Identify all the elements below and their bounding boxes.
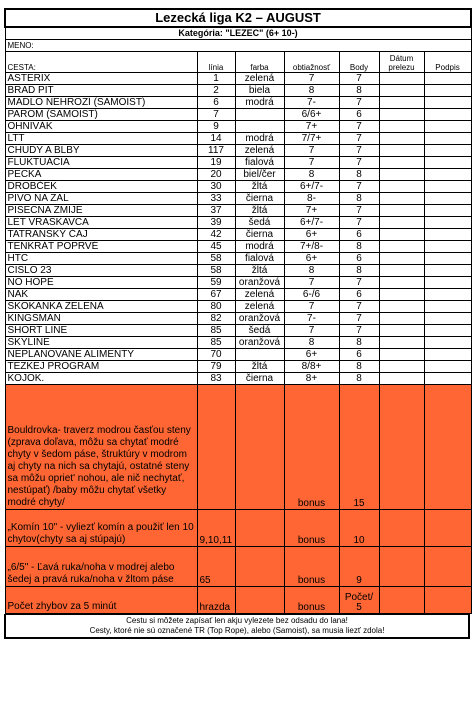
route-grade: 8 (284, 265, 339, 277)
route-name: PECKA (5, 169, 197, 181)
route-name: NO HOPE (5, 277, 197, 289)
route-grade: 7+ (284, 121, 339, 133)
name-row (5, 40, 471, 52)
route-points: 8 (339, 361, 379, 373)
route-line: 70 (197, 349, 235, 361)
route-color (235, 349, 284, 361)
route-grade: 8/8+ (284, 361, 339, 373)
table-row (5, 109, 471, 121)
signature-cell[interactable] (424, 325, 471, 337)
route-grade: 7 (284, 277, 339, 289)
bonus-points: 10 (339, 510, 379, 547)
bonus-color (235, 547, 284, 587)
signature-cell[interactable] (424, 289, 471, 301)
bonus-row (5, 510, 471, 547)
route-color: šedá (235, 217, 284, 229)
signature-cell[interactable] (424, 169, 471, 181)
route-color: modrá (235, 241, 284, 253)
route-color (235, 109, 284, 121)
category-label: Kategória: "LEZEC" (6+ 10-) (5, 27, 471, 40)
date-entry-cell[interactable] (379, 265, 424, 277)
route-grade: 7+/8- (284, 241, 339, 253)
signature-cell[interactable] (424, 193, 471, 205)
bonus-grade: bonus (284, 587, 339, 614)
route-grade: 8- (284, 193, 339, 205)
table-row (5, 181, 471, 193)
route-line: 30 (197, 181, 235, 193)
date-entry-cell[interactable] (379, 157, 424, 169)
date-entry-cell[interactable] (379, 85, 424, 97)
route-points: 6 (339, 229, 379, 241)
route-points: 7 (339, 121, 379, 133)
route-name: ASTERIX (5, 73, 197, 85)
route-grade: 6+ (284, 349, 339, 361)
date-entry-cell[interactable] (379, 73, 424, 85)
route-points: 7 (339, 73, 379, 85)
footer-notes (4, 614, 470, 639)
bonus-description: Bouldrovka- traverz modrou časťou steny (zprava doľava, môžu sa chytať modré chyty v šedom páse, štruktúry v modrom aj chyty na nich sa chytajú, ostatné steny sa môžu opriet' nohou, ale nič nechytať, nestúpať) /baby môžu chytať všetky modré chyty/ (5, 385, 197, 510)
signature-cell[interactable] (424, 73, 471, 85)
date-entry-cell[interactable] (379, 313, 424, 325)
route-points: 8 (339, 193, 379, 205)
route-points: 7 (339, 181, 379, 193)
route-color: žltá (235, 265, 284, 277)
bonus-grade: bonus (284, 510, 339, 547)
date-entry-cell[interactable] (379, 121, 424, 133)
signature-cell[interactable] (424, 109, 471, 121)
bonus-grade: bonus (284, 547, 339, 587)
signature-cell[interactable] (424, 349, 471, 361)
route-line: 59 (197, 277, 235, 289)
route-color: oranžová (235, 277, 284, 289)
route-name: FLUKTUÁCIA (5, 157, 197, 169)
route-name: TATRANSKÝ ČAJ (5, 229, 197, 241)
route-name: DROBČEK (5, 181, 197, 193)
route-points: 6 (339, 289, 379, 301)
route-grade: 7/7+ (284, 133, 339, 145)
signature-cell[interactable] (424, 121, 471, 133)
route-name: SHORT LINE (5, 325, 197, 337)
route-name: SKYLINE (5, 337, 197, 349)
table-row (5, 277, 471, 289)
route-line: 33 (197, 193, 235, 205)
bonus-line: 65 (197, 547, 235, 587)
table-row (5, 73, 471, 85)
bonus-color (235, 510, 284, 547)
route-grade: 8 (284, 85, 339, 97)
route-grade: 7 (284, 145, 339, 157)
route-grade: 8 (284, 169, 339, 181)
route-points: 8 (339, 169, 379, 181)
signature-cell[interactable] (424, 181, 471, 193)
date-entry-cell[interactable] (379, 193, 424, 205)
signature-cell[interactable] (424, 133, 471, 145)
table-row (5, 337, 471, 349)
signature-cell[interactable] (424, 385, 471, 510)
table-row (5, 265, 471, 277)
table-row (5, 373, 471, 385)
signature-cell[interactable] (424, 265, 471, 277)
route-name: PAROM (SAMOIST) (5, 109, 197, 121)
signature-cell[interactable] (424, 97, 471, 109)
route-points: 7 (339, 313, 379, 325)
route-name: KINGSMAN (5, 313, 197, 325)
route-points: 7 (339, 325, 379, 337)
route-color: žltá (235, 181, 284, 193)
table-row (5, 157, 471, 169)
route-name: LTT (5, 133, 197, 145)
route-grade: 7 (284, 73, 339, 85)
date-entry-cell[interactable] (379, 325, 424, 337)
signature-cell[interactable] (424, 510, 471, 547)
signature-cell[interactable] (424, 301, 471, 313)
bonus-color (235, 385, 284, 510)
header-cesta: CESTA: (5, 52, 197, 73)
route-grade: 7- (284, 97, 339, 109)
route-line: 42 (197, 229, 235, 241)
route-name: MADLO NEHROZÍ (SAMOIST) (5, 97, 197, 109)
table-row (5, 121, 471, 133)
date-entry-cell[interactable] (379, 301, 424, 313)
date-entry-cell[interactable] (379, 133, 424, 145)
signature-cell[interactable] (424, 85, 471, 97)
header-linia: línia (197, 52, 235, 73)
table-row (5, 349, 471, 361)
date-entry-cell[interactable] (379, 169, 424, 181)
route-grade: 6+/7- (284, 217, 339, 229)
table-row (5, 289, 471, 301)
date-entry-cell[interactable] (379, 109, 424, 121)
bonus-row (5, 547, 471, 587)
route-name: NEPLANOVANE ALIMENTY (5, 349, 197, 361)
route-points: 7 (339, 97, 379, 109)
route-points: 6 (339, 349, 379, 361)
route-line: 9 (197, 121, 235, 133)
route-color: šedá (235, 325, 284, 337)
route-line: 1 (197, 73, 235, 85)
bonus-line: hrazda (197, 587, 235, 614)
route-line: 37 (197, 205, 235, 217)
signature-cell[interactable] (424, 253, 471, 265)
route-name: KOJOK. (5, 373, 197, 385)
footer-line-1: Cestu si môžete zapísať len akju vylezete bez odsadu do lana! (126, 616, 348, 625)
signature-cell[interactable] (424, 217, 471, 229)
route-color: fialová (235, 157, 284, 169)
bonus-description: „6/5" - Ľavá ruka/noha v modrej alebo šedej a pravá ruka/noha v žltom páse (5, 547, 197, 587)
bonus-grade: bonus (284, 385, 339, 510)
route-line: 7 (197, 109, 235, 121)
route-name: NAK (5, 289, 197, 301)
route-color: zelená (235, 289, 284, 301)
date-entry-cell[interactable] (379, 547, 424, 587)
route-grade: 7+ (284, 205, 339, 217)
route-points: 8 (339, 337, 379, 349)
route-points: 6 (339, 109, 379, 121)
route-name: SKOKANKA ZELENÁ (5, 301, 197, 313)
route-grade: 7 (284, 157, 339, 169)
bonus-line: 9,10,11 (197, 510, 235, 547)
table-row (5, 193, 471, 205)
route-grade: 7 (284, 325, 339, 337)
date-entry-cell[interactable] (379, 349, 424, 361)
route-line: 83 (197, 373, 235, 385)
bonus-description: Počet zhybov za 5 minút (5, 587, 197, 614)
signature-cell[interactable] (424, 313, 471, 325)
signature-cell[interactable] (424, 145, 471, 157)
route-grade: 6-/6 (284, 289, 339, 301)
route-name: OHNIVÁK (5, 121, 197, 133)
route-color: žltá (235, 361, 284, 373)
date-entry-cell[interactable] (379, 253, 424, 265)
table-row (5, 205, 471, 217)
date-entry-cell[interactable] (379, 373, 424, 385)
route-line: 14 (197, 133, 235, 145)
route-color: modrá (235, 97, 284, 109)
route-line: 117 (197, 145, 235, 157)
league-sheet (4, 8, 470, 639)
route-color: modrá (235, 133, 284, 145)
route-points: 8 (339, 373, 379, 385)
sheet-title: Lezecká liga K2 – AUGUST (5, 9, 471, 27)
route-color: fialová (235, 253, 284, 265)
route-color: žltá (235, 205, 284, 217)
header-podpis: Podpis (424, 52, 471, 73)
route-line: 20 (197, 169, 235, 181)
date-entry-cell[interactable] (379, 241, 424, 253)
category-row (5, 27, 471, 40)
name-field[interactable]: MENO: (5, 40, 471, 52)
signature-cell[interactable] (424, 157, 471, 169)
route-grade: 6/6+ (284, 109, 339, 121)
header-row (5, 52, 471, 73)
date-entry-cell[interactable] (379, 510, 424, 547)
route-line: 79 (197, 361, 235, 373)
table-row (5, 145, 471, 157)
route-line: 2 (197, 85, 235, 97)
date-entry-cell[interactable] (379, 97, 424, 109)
route-color: biela (235, 85, 284, 97)
bonus-line (197, 385, 235, 510)
date-entry-cell[interactable] (379, 361, 424, 373)
table-row (5, 325, 471, 337)
date-entry-cell[interactable] (379, 217, 424, 229)
signature-cell[interactable] (424, 587, 471, 614)
route-color: čierna (235, 229, 284, 241)
bonus-color (235, 587, 284, 614)
route-color: čierna (235, 373, 284, 385)
signature-cell[interactable] (424, 229, 471, 241)
route-name: CISLO 23 (5, 265, 197, 277)
route-line: 85 (197, 337, 235, 349)
route-line: 39 (197, 217, 235, 229)
date-entry-cell[interactable] (379, 229, 424, 241)
header-datum: Dátum prelezu (379, 52, 424, 73)
route-line: 58 (197, 253, 235, 265)
route-grade: 8+ (284, 373, 339, 385)
bonus-points: 15 (339, 385, 379, 510)
route-points: 6 (339, 253, 379, 265)
table-row (5, 229, 471, 241)
route-color: zelená (235, 73, 284, 85)
table-row (5, 217, 471, 229)
title-row (5, 9, 471, 27)
table-row (5, 301, 471, 313)
signature-cell[interactable] (424, 205, 471, 217)
route-name: PIVO NA ZAL (5, 193, 197, 205)
signature-cell[interactable] (424, 373, 471, 385)
route-points: 7 (339, 145, 379, 157)
route-color (235, 121, 284, 133)
date-entry-cell[interactable] (379, 587, 424, 614)
route-name: BRAD PIT (5, 85, 197, 97)
route-line: 67 (197, 289, 235, 301)
route-name: PISECNA ZMIJE (5, 205, 197, 217)
date-entry-cell[interactable] (379, 289, 424, 301)
date-entry-cell[interactable] (379, 205, 424, 217)
signature-cell[interactable] (424, 547, 471, 587)
date-entry-cell[interactable] (379, 337, 424, 349)
footer-line-2: Cesty, ktoré nie sú označené TR (Top Rope), alebo (Samoist), sa musia liezť zdola! (89, 626, 385, 635)
routes-table (4, 8, 472, 614)
table-row (5, 361, 471, 373)
header-obtiaznost: obtiažnosť (284, 52, 339, 73)
table-row (5, 85, 471, 97)
route-color: zelená (235, 145, 284, 157)
route-line: 82 (197, 313, 235, 325)
date-entry-cell[interactable] (379, 385, 424, 510)
route-color: oranžová (235, 313, 284, 325)
table-row (5, 169, 471, 181)
header-body: Body (339, 52, 379, 73)
route-name: LET VRASKAVCA (5, 217, 197, 229)
route-name: TENKRÁT POPRVÉ (5, 241, 197, 253)
route-line: 80 (197, 301, 235, 313)
bonus-points: 9 (339, 547, 379, 587)
route-grade: 6+ (284, 229, 339, 241)
route-name: TEZKEJ PROGRAM (5, 361, 197, 373)
route-grade: 6+ (284, 253, 339, 265)
route-grade: 8 (284, 337, 339, 349)
signature-cell[interactable] (424, 277, 471, 289)
date-entry-cell[interactable] (379, 145, 424, 157)
bonus-row (5, 385, 471, 510)
signature-cell[interactable] (424, 361, 471, 373)
route-name: HTC (5, 253, 197, 265)
route-points: 8 (339, 241, 379, 253)
route-color: čierna (235, 193, 284, 205)
route-points: 7 (339, 157, 379, 169)
route-points: 7 (339, 301, 379, 313)
route-points: 7 (339, 217, 379, 229)
table-row (5, 97, 471, 109)
route-grade: 6+/7- (284, 181, 339, 193)
table-row (5, 313, 471, 325)
route-grade: 7 (284, 301, 339, 313)
route-name: CHUDY A BLBY (5, 145, 197, 157)
route-points: 7 (339, 205, 379, 217)
date-entry-cell[interactable] (379, 181, 424, 193)
bonus-description: „Komín 10" - vyliezť komín a použiť len 10 chytov(chyty sa aj stúpajú) (5, 510, 197, 547)
date-entry-cell[interactable] (379, 277, 424, 289)
route-color: biel/čer (235, 169, 284, 181)
route-points: 8 (339, 85, 379, 97)
bonus-row (5, 587, 471, 614)
route-points: 7 (339, 277, 379, 289)
signature-cell[interactable] (424, 241, 471, 253)
bonus-points: Počet/ 5 (339, 587, 379, 614)
header-farba: farba (235, 52, 284, 73)
signature-cell[interactable] (424, 337, 471, 349)
route-line: 6 (197, 97, 235, 109)
route-points: 8 (339, 265, 379, 277)
route-line: 45 (197, 241, 235, 253)
route-color: zelená (235, 301, 284, 313)
route-points: 7 (339, 133, 379, 145)
table-row (5, 241, 471, 253)
route-line: 19 (197, 157, 235, 169)
table-row (5, 133, 471, 145)
route-color: oranžová (235, 337, 284, 349)
route-line: 58 (197, 265, 235, 277)
route-grade: 7- (284, 313, 339, 325)
route-line: 85 (197, 325, 235, 337)
table-row (5, 253, 471, 265)
